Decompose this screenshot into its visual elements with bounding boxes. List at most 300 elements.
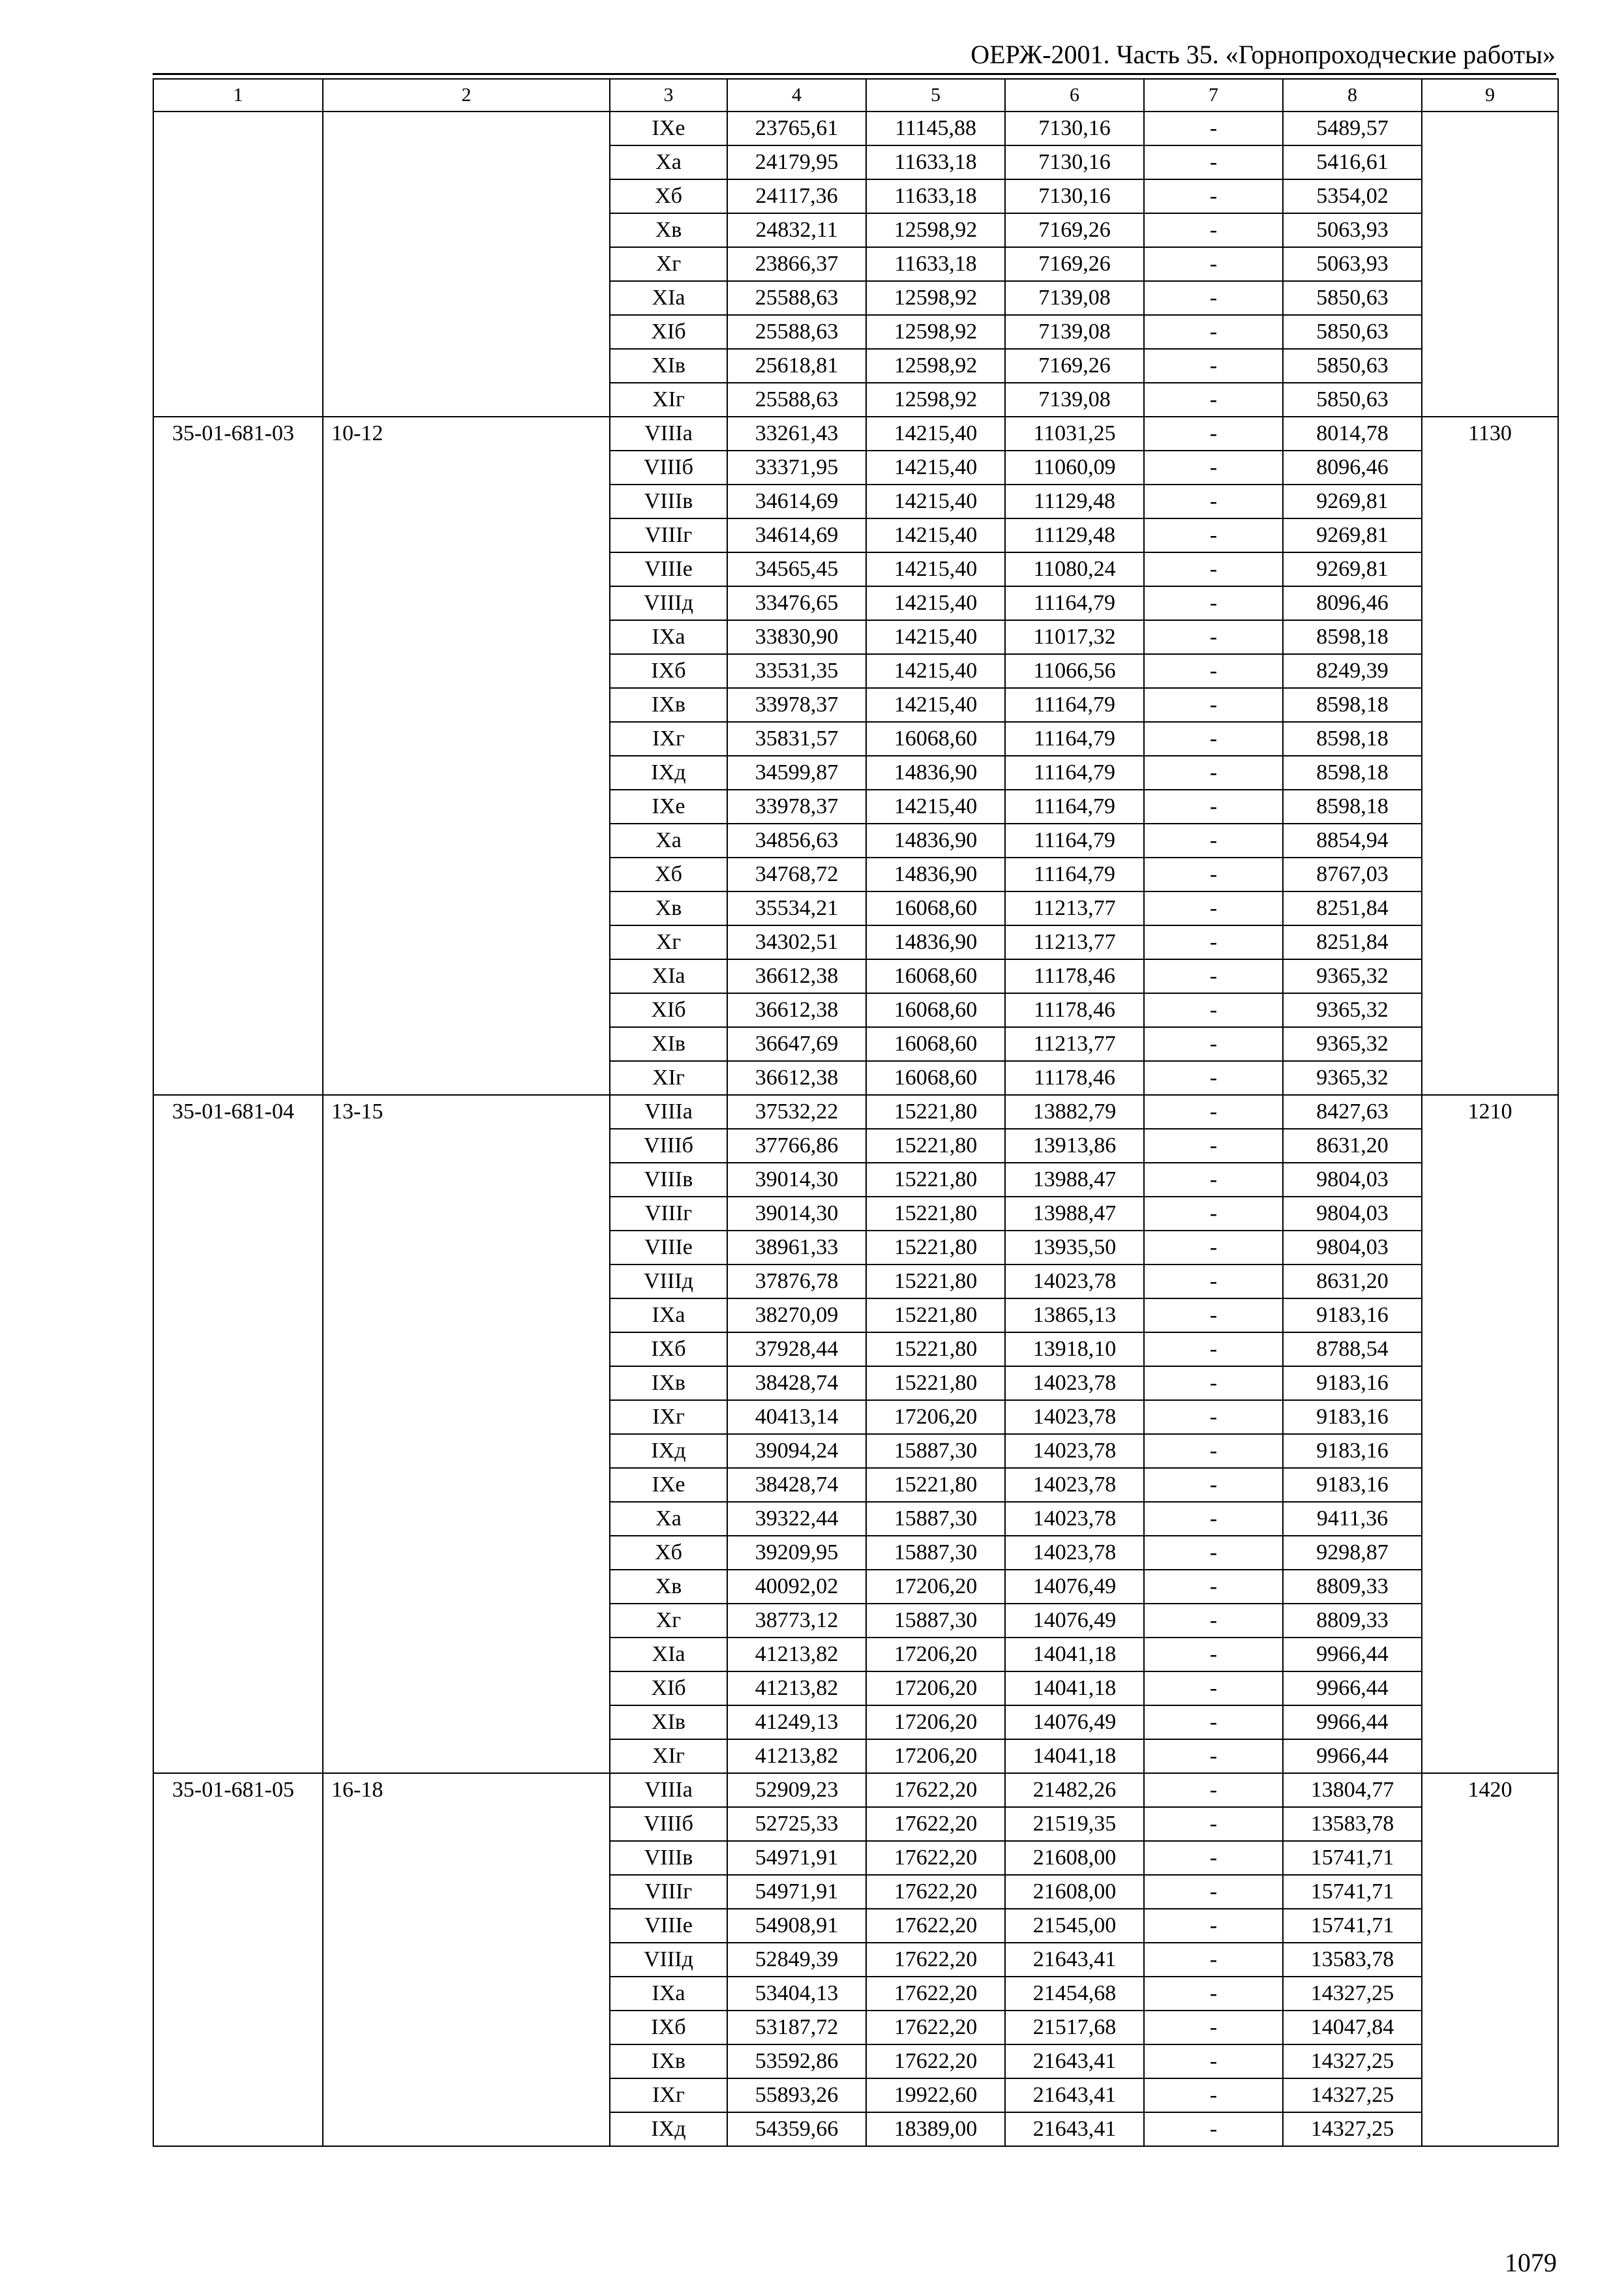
category-cell: IXд <box>610 2112 727 2146</box>
header-rule <box>153 73 1556 75</box>
category-cell: VIIIг <box>610 1197 727 1231</box>
value-cell: 9183,16 <box>1283 1366 1422 1400</box>
value-cell: 9365,32 <box>1283 1027 1422 1061</box>
value-cell: 8854,94 <box>1283 824 1422 858</box>
value-cell: 14076,49 <box>1005 1570 1144 1604</box>
value-cell: 7130,16 <box>1005 145 1144 179</box>
value-cell: 21643,41 <box>1005 2044 1144 2078</box>
value-cell: 9365,32 <box>1283 993 1422 1027</box>
value-cell: 8631,20 <box>1283 1264 1422 1298</box>
rate-code <box>153 112 323 417</box>
value-cell: 14836,90 <box>866 925 1005 959</box>
category-cell: IXв <box>610 2044 727 2078</box>
category-cell: Xг <box>610 1604 727 1638</box>
value-cell: 11145,88 <box>866 112 1005 145</box>
value-cell: 7130,16 <box>1005 112 1144 145</box>
value-cell: - <box>1144 1604 1283 1638</box>
value-cell: 15221,80 <box>866 1468 1005 1502</box>
category-cell: IXг <box>610 2078 727 2112</box>
value-cell: 11129,48 <box>1005 518 1144 552</box>
value-cell: 11178,46 <box>1005 1061 1144 1095</box>
value-cell: 17622,20 <box>866 1807 1005 1841</box>
value-cell: 17622,20 <box>866 1943 1005 1977</box>
value-cell: 11164,79 <box>1005 756 1144 790</box>
value-cell: - <box>1144 552 1283 586</box>
category-cell: XIa <box>610 281 727 315</box>
value-cell: 5063,93 <box>1283 247 1422 281</box>
category-cell: IXб <box>610 2011 727 2044</box>
category-cell: IXб <box>610 1332 727 1366</box>
value-cell: - <box>1144 620 1283 654</box>
value-cell: - <box>1144 1638 1283 1671</box>
category-cell: Xa <box>610 824 727 858</box>
value-cell: 15221,80 <box>866 1264 1005 1298</box>
value-cell: 39209,95 <box>727 1536 866 1570</box>
value-cell: 5354,02 <box>1283 179 1422 213</box>
value-cell: - <box>1144 756 1283 790</box>
value-cell: 17622,20 <box>866 2044 1005 2078</box>
value-cell: 11164,79 <box>1005 790 1144 824</box>
value-cell: 9804,03 <box>1283 1231 1422 1264</box>
value-cell: - <box>1144 1977 1283 2011</box>
rate-col9: 1420 <box>1422 1773 1558 2146</box>
value-cell: 14041,18 <box>1005 1638 1144 1671</box>
value-cell: 53592,86 <box>727 2044 866 2078</box>
value-cell: - <box>1144 654 1283 688</box>
category-cell: IXa <box>610 1977 727 2011</box>
category-cell: XIг <box>610 1739 727 1773</box>
value-cell: - <box>1144 1468 1283 1502</box>
category-cell: Xб <box>610 858 727 891</box>
value-cell: 11213,77 <box>1005 925 1144 959</box>
value-cell: 34856,63 <box>727 824 866 858</box>
value-cell: - <box>1144 722 1283 756</box>
value-cell: 21519,35 <box>1005 1807 1144 1841</box>
value-cell: 12598,92 <box>866 213 1005 247</box>
value-cell: - <box>1144 451 1283 485</box>
value-cell: 9298,87 <box>1283 1536 1422 1570</box>
value-cell: 9966,44 <box>1283 1638 1422 1671</box>
value-cell: 14215,40 <box>866 485 1005 518</box>
value-cell: 52849,39 <box>727 1943 866 1977</box>
rate-range <box>323 112 610 417</box>
value-cell: 5489,57 <box>1283 112 1422 145</box>
value-cell: 15221,80 <box>866 1129 1005 1163</box>
value-cell: 8096,46 <box>1283 451 1422 485</box>
value-cell: 21643,41 <box>1005 2078 1144 2112</box>
value-cell: 14215,40 <box>866 518 1005 552</box>
value-cell: - <box>1144 790 1283 824</box>
value-cell: 13865,13 <box>1005 1298 1144 1332</box>
value-cell: 38961,33 <box>727 1231 866 1264</box>
value-cell: 12598,92 <box>866 349 1005 383</box>
value-cell: 38270,09 <box>727 1298 866 1332</box>
table-row <box>153 417 1558 451</box>
value-cell: 21643,41 <box>1005 2112 1144 2146</box>
value-cell: - <box>1144 1705 1283 1739</box>
value-cell: 36612,38 <box>727 959 866 993</box>
column-number: 9 <box>1422 79 1558 112</box>
rate-col9: 1130 <box>1422 417 1558 1095</box>
value-cell: - <box>1144 1264 1283 1298</box>
value-cell: - <box>1144 1773 1283 1807</box>
value-cell: 8598,18 <box>1283 620 1422 654</box>
value-cell: 5063,93 <box>1283 213 1422 247</box>
value-cell: 15221,80 <box>866 1231 1005 1264</box>
value-cell: 14023,78 <box>1005 1468 1144 1502</box>
value-cell: - <box>1144 2044 1283 2078</box>
category-cell: XIв <box>610 1027 727 1061</box>
category-cell: Xг <box>610 247 727 281</box>
value-cell: 21608,00 <box>1005 1875 1144 1909</box>
value-cell: 35534,21 <box>727 891 866 925</box>
category-cell: VIIIг <box>610 518 727 552</box>
value-cell: 54359,66 <box>727 2112 866 2146</box>
value-cell: - <box>1144 1909 1283 1943</box>
value-cell: 17206,20 <box>866 1671 1005 1705</box>
value-cell: 35831,57 <box>727 722 866 756</box>
value-cell: - <box>1144 1536 1283 1570</box>
value-cell: - <box>1144 417 1283 451</box>
value-cell: 14076,49 <box>1005 1604 1144 1638</box>
value-cell: 15221,80 <box>866 1197 1005 1231</box>
category-cell: Xa <box>610 1502 727 1536</box>
value-cell: 14836,90 <box>866 756 1005 790</box>
value-cell: 7139,08 <box>1005 383 1144 417</box>
value-cell: 7139,08 <box>1005 315 1144 349</box>
value-cell: 52725,33 <box>727 1807 866 1841</box>
value-cell: 9966,44 <box>1283 1671 1422 1705</box>
page-number: 1079 <box>1505 2248 1557 2277</box>
value-cell: 11178,46 <box>1005 993 1144 1027</box>
category-cell: XIб <box>610 315 727 349</box>
value-cell: 14215,40 <box>866 552 1005 586</box>
value-cell: 11164,79 <box>1005 688 1144 722</box>
value-cell: - <box>1144 1332 1283 1366</box>
value-cell: 13882,79 <box>1005 1095 1144 1129</box>
value-cell: 41213,82 <box>727 1739 866 1773</box>
value-cell: 54908,91 <box>727 1909 866 1943</box>
value-cell: 15221,80 <box>866 1366 1005 1400</box>
value-cell: 5416,61 <box>1283 145 1422 179</box>
value-cell: 33978,37 <box>727 688 866 722</box>
category-cell: Xa <box>610 145 727 179</box>
value-cell: 21643,41 <box>1005 1943 1144 1977</box>
value-cell: 16068,60 <box>866 1027 1005 1061</box>
value-cell: 23866,37 <box>727 247 866 281</box>
value-cell: 25588,63 <box>727 281 866 315</box>
value-cell: 36612,38 <box>727 1061 866 1095</box>
category-cell: VIIIб <box>610 1807 727 1841</box>
value-cell: - <box>1144 993 1283 1027</box>
value-cell: - <box>1144 1095 1283 1129</box>
value-cell: 13913,86 <box>1005 1129 1144 1163</box>
value-cell: 17206,20 <box>866 1739 1005 1773</box>
rate-range: 10-12 <box>323 417 610 1095</box>
value-cell: - <box>1144 1502 1283 1536</box>
column-number: 6 <box>1005 79 1144 112</box>
category-cell: XIa <box>610 1638 727 1671</box>
value-cell: 8598,18 <box>1283 688 1422 722</box>
rate-code: 35-01-681-05 <box>153 1773 323 2146</box>
value-cell: - <box>1144 1841 1283 1875</box>
value-cell: 9804,03 <box>1283 1163 1422 1197</box>
value-cell: 8249,39 <box>1283 654 1422 688</box>
value-cell: 14836,90 <box>866 858 1005 891</box>
table-row <box>153 1773 1558 1807</box>
column-number: 7 <box>1144 79 1283 112</box>
value-cell: 34614,69 <box>727 485 866 518</box>
category-cell: VIIIд <box>610 586 727 620</box>
value-cell: - <box>1144 518 1283 552</box>
value-cell: 12598,92 <box>866 315 1005 349</box>
value-cell: 14215,40 <box>866 620 1005 654</box>
value-cell: 17622,20 <box>866 2011 1005 2044</box>
value-cell: - <box>1144 1943 1283 1977</box>
value-cell: - <box>1144 485 1283 518</box>
category-cell: XIв <box>610 1705 727 1739</box>
value-cell: 36647,69 <box>727 1027 866 1061</box>
value-cell: 33830,90 <box>727 620 866 654</box>
value-cell: 40092,02 <box>727 1570 866 1604</box>
value-cell: 11129,48 <box>1005 485 1144 518</box>
value-cell: 53404,13 <box>727 1977 866 2011</box>
value-cell: 14023,78 <box>1005 1434 1144 1468</box>
value-cell: 14023,78 <box>1005 1366 1144 1400</box>
value-cell: - <box>1144 383 1283 417</box>
value-cell: 16068,60 <box>866 1061 1005 1095</box>
value-cell: - <box>1144 2011 1283 2044</box>
value-cell: 33371,95 <box>727 451 866 485</box>
value-cell: 21517,68 <box>1005 2011 1144 2044</box>
value-cell: 39094,24 <box>727 1434 866 1468</box>
value-cell: - <box>1144 891 1283 925</box>
value-cell: 13583,78 <box>1283 1943 1422 1977</box>
category-cell: VIIIe <box>610 552 727 586</box>
value-cell: - <box>1144 2078 1283 2112</box>
category-cell: VIIIб <box>610 451 727 485</box>
value-cell: - <box>1144 1434 1283 1468</box>
value-cell: 14215,40 <box>866 654 1005 688</box>
value-cell: 11066,56 <box>1005 654 1144 688</box>
category-cell: VIIIв <box>610 1163 727 1197</box>
value-cell: 19922,60 <box>866 2078 1005 2112</box>
category-cell: Xв <box>610 1570 727 1604</box>
category-cell: Xв <box>610 213 727 247</box>
value-cell: 17206,20 <box>866 1705 1005 1739</box>
value-cell: 17622,20 <box>866 1773 1005 1807</box>
value-cell: 38773,12 <box>727 1604 866 1638</box>
value-cell: 11017,32 <box>1005 620 1144 654</box>
value-cell: 17206,20 <box>866 1638 1005 1671</box>
value-cell: 8014,78 <box>1283 417 1422 451</box>
value-cell: 17622,20 <box>866 1875 1005 1909</box>
value-cell: 17206,20 <box>866 1570 1005 1604</box>
value-cell: 8809,33 <box>1283 1570 1422 1604</box>
value-cell: - <box>1144 586 1283 620</box>
value-cell: 13583,78 <box>1283 1807 1422 1841</box>
value-cell: 8096,46 <box>1283 586 1422 620</box>
value-cell: 11164,79 <box>1005 858 1144 891</box>
column-number: 4 <box>727 79 866 112</box>
value-cell: 21454,68 <box>1005 1977 1144 2011</box>
value-cell: 15741,71 <box>1283 1875 1422 1909</box>
value-cell: 11060,09 <box>1005 451 1144 485</box>
value-cell: 33476,65 <box>727 586 866 620</box>
value-cell: 9183,16 <box>1283 1400 1422 1434</box>
value-cell: 14215,40 <box>866 790 1005 824</box>
value-cell: 34768,72 <box>727 858 866 891</box>
value-cell: 9966,44 <box>1283 1739 1422 1773</box>
category-cell: VIIIб <box>610 1129 727 1163</box>
value-cell: 39014,30 <box>727 1163 866 1197</box>
value-cell: 39014,30 <box>727 1197 866 1231</box>
value-cell: 11633,18 <box>866 179 1005 213</box>
table-body <box>153 79 1558 2146</box>
page-header: ОЕРЖ-2001. Часть 35. «Горнопроходческие работы» <box>970 40 1556 69</box>
rate-range: 16-18 <box>323 1773 610 2146</box>
value-cell: 15741,71 <box>1283 1841 1422 1875</box>
value-cell: 8631,20 <box>1283 1129 1422 1163</box>
column-number: 5 <box>866 79 1005 112</box>
value-cell: 15221,80 <box>866 1332 1005 1366</box>
value-cell: 33531,35 <box>727 654 866 688</box>
value-cell: 5850,63 <box>1283 315 1422 349</box>
value-cell: 13804,77 <box>1283 1773 1422 1807</box>
category-cell: IXг <box>610 722 727 756</box>
value-cell: 13918,10 <box>1005 1332 1144 1366</box>
value-cell: 11031,25 <box>1005 417 1144 451</box>
value-cell: 41213,82 <box>727 1638 866 1671</box>
value-cell: 24832,11 <box>727 213 866 247</box>
value-cell: - <box>1144 1027 1283 1061</box>
value-cell: 9269,81 <box>1283 485 1422 518</box>
value-cell: - <box>1144 112 1283 145</box>
value-cell: 14023,78 <box>1005 1536 1144 1570</box>
value-cell: 9365,32 <box>1283 959 1422 993</box>
value-cell: 15741,71 <box>1283 1909 1422 1943</box>
column-number: 1 <box>153 79 323 112</box>
value-cell: 5850,63 <box>1283 349 1422 383</box>
value-cell: - <box>1144 1298 1283 1332</box>
value-cell: 21608,00 <box>1005 1841 1144 1875</box>
value-cell: 11178,46 <box>1005 959 1144 993</box>
value-cell: 14076,49 <box>1005 1705 1144 1739</box>
value-cell: 8598,18 <box>1283 790 1422 824</box>
value-cell: 15887,30 <box>866 1536 1005 1570</box>
value-cell: 11080,24 <box>1005 552 1144 586</box>
value-cell: 14215,40 <box>866 451 1005 485</box>
category-cell: XIв <box>610 349 727 383</box>
value-cell: - <box>1144 824 1283 858</box>
category-cell: IXг <box>610 1400 727 1434</box>
category-cell: VIIIa <box>610 1773 727 1807</box>
category-cell: IXв <box>610 688 727 722</box>
value-cell: 24117,36 <box>727 179 866 213</box>
value-cell: 7139,08 <box>1005 281 1144 315</box>
value-cell: - <box>1144 2112 1283 2146</box>
value-cell: 34614,69 <box>727 518 866 552</box>
value-cell: 7169,26 <box>1005 247 1144 281</box>
category-cell: VIIIe <box>610 1909 727 1943</box>
table-row <box>153 1095 1558 1129</box>
value-cell: - <box>1144 1400 1283 1434</box>
value-cell: 13935,50 <box>1005 1231 1144 1264</box>
value-cell: 37532,22 <box>727 1095 866 1129</box>
value-cell: 16068,60 <box>866 891 1005 925</box>
value-cell: - <box>1144 1163 1283 1197</box>
value-cell: 14327,25 <box>1283 2112 1422 2146</box>
value-cell: 14047,84 <box>1283 2011 1422 2044</box>
value-cell: 33978,37 <box>727 790 866 824</box>
value-cell: - <box>1144 1366 1283 1400</box>
value-cell: - <box>1144 247 1283 281</box>
column-number-row <box>153 79 1558 112</box>
category-cell: Xб <box>610 1536 727 1570</box>
rate-col9: 1210 <box>1422 1095 1558 1773</box>
value-cell: 16068,60 <box>866 959 1005 993</box>
category-cell: VIIIв <box>610 485 727 518</box>
category-cell: Xб <box>610 179 727 213</box>
value-cell: 38428,74 <box>727 1468 866 1502</box>
category-cell: XIб <box>610 1671 727 1705</box>
category-cell: IXa <box>610 1298 727 1332</box>
value-cell: 9269,81 <box>1283 552 1422 586</box>
value-cell: 25588,63 <box>727 383 866 417</box>
value-cell: - <box>1144 1570 1283 1604</box>
category-cell: VIIIд <box>610 1943 727 1977</box>
value-cell: 11164,79 <box>1005 824 1144 858</box>
category-cell: VIIIa <box>610 1095 727 1129</box>
rates-table <box>153 78 1559 2147</box>
value-cell: 14836,90 <box>866 824 1005 858</box>
value-cell: 33261,43 <box>727 417 866 451</box>
rate-code: 35-01-681-04 <box>153 1095 323 1773</box>
value-cell: 9183,16 <box>1283 1298 1422 1332</box>
value-cell: 55893,26 <box>727 2078 866 2112</box>
value-cell: 14041,18 <box>1005 1671 1144 1705</box>
category-cell: IXe <box>610 1468 727 1502</box>
value-cell: 9365,32 <box>1283 1061 1422 1095</box>
value-cell: 11213,77 <box>1005 891 1144 925</box>
value-cell: 34599,87 <box>727 756 866 790</box>
value-cell: 17622,20 <box>866 1977 1005 2011</box>
value-cell: 39322,44 <box>727 1502 866 1536</box>
value-cell: 15221,80 <box>866 1298 1005 1332</box>
rate-range: 13-15 <box>323 1095 610 1773</box>
value-cell: 15887,30 <box>866 1502 1005 1536</box>
value-cell: 23765,61 <box>727 112 866 145</box>
value-cell: 11213,77 <box>1005 1027 1144 1061</box>
value-cell: - <box>1144 1061 1283 1095</box>
value-cell: 21545,00 <box>1005 1909 1144 1943</box>
value-cell: 14041,18 <box>1005 1739 1144 1773</box>
table-row <box>153 112 1558 145</box>
value-cell: 8598,18 <box>1283 756 1422 790</box>
value-cell: 14327,25 <box>1283 2044 1422 2078</box>
value-cell: 8788,54 <box>1283 1332 1422 1366</box>
value-cell: - <box>1144 1875 1283 1909</box>
category-cell: VIIIд <box>610 1264 727 1298</box>
value-cell: 16068,60 <box>866 722 1005 756</box>
value-cell: 53187,72 <box>727 2011 866 2044</box>
value-cell: - <box>1144 281 1283 315</box>
value-cell: 37928,44 <box>727 1332 866 1366</box>
value-cell: 17206,20 <box>866 1400 1005 1434</box>
value-cell: 15887,30 <box>866 1604 1005 1638</box>
value-cell: 11633,18 <box>866 247 1005 281</box>
category-cell: IXд <box>610 756 727 790</box>
